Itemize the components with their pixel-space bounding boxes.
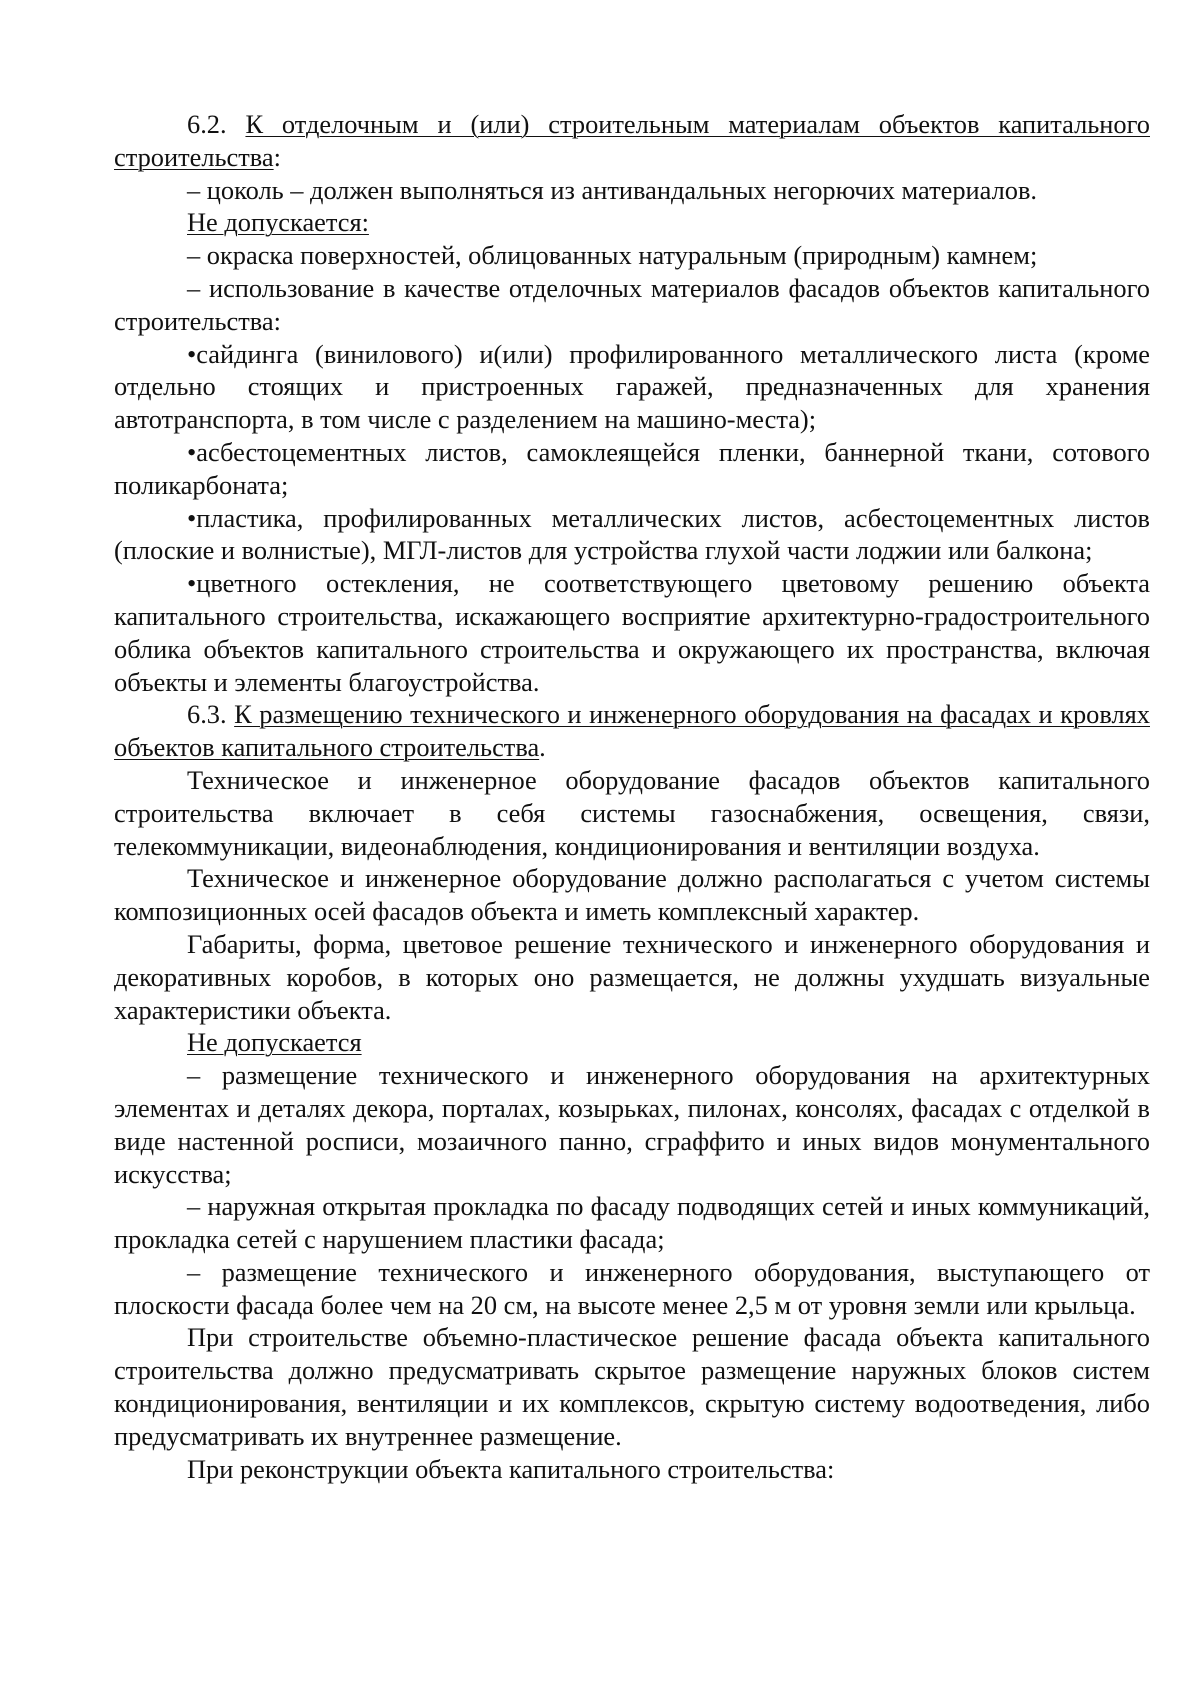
section-title: К размещению технического и инженерного оборудования на фасадах и кровлях объектов капитального строительства	[114, 699, 1150, 763]
no-open-lines-item: – наружная открытая прокладка по фасаду подводящих сетей и иных коммуникаций, прокладка сетей с нарушением пластики фасада;	[114, 1191, 1150, 1255]
not-allowed-text: Не допускается:	[187, 207, 369, 238]
painting-item: – окраска поверхностей, облицованных натуральным (природным) камнем;	[187, 240, 1038, 271]
dimensions-paragraph: Габариты, форма, цветовое решение технического и инженерного оборудования и декоративных коробов, в которых оно размещается, не должны ухудшать визуальные характеристики объекта.	[114, 928, 1150, 1025]
no-decor-item: – размещение технического и инженерного оборудования на архитектурных элементах и деталях декора, порталах, козырьках, пилонах, консолях, фасадах с отделкой в виде настенной росписи, мозаичного панно, сграффито и иных видов монументального искусства;	[114, 1060, 1150, 1189]
section-number: 6.2.	[187, 109, 246, 139]
construction-paragraph: При строительстве объемно-пластическое решение фасада объекта капитального строительства должно предусматривать скрытое размещение наружных блоков систем кондиционирования, вентиляции и их комплексов, скрытую систему водоотведения, либо предусматривать их внутреннее размещение.	[114, 1322, 1150, 1451]
not-allowed-text: Не допускается	[187, 1027, 362, 1058]
siding-bullet: •сайдинга (винилового) и(или) профилированного металлического листа (кроме отдельно стоящих и пристроенных гаражей, предназначенных для хранения автотранспорта, в том числе с разделением на машино-места);	[114, 338, 1150, 435]
punctuation: :	[273, 141, 281, 172]
plinth-requirement: – цоколь – должен выполняться из антивандальных негорючих материалов.	[187, 174, 1038, 205]
plastic-bullet: •пластика, профилированных металлических листов, асбестоцементных листов (плоские и волнистые), МГЛ-листов для устройства глухой части лоджии или балкона;	[114, 502, 1150, 566]
glazing-bullet: •цветного остекления, не соответствующего цветовому решению объекта капитального строительства, искажающего восприятие архитектурно-градостроительного облика объектов капитального строительства и окружающего их пространства, включая объекты и элементы благоустройства.	[114, 568, 1150, 697]
section-6-3-heading	[114, 698, 1150, 764]
asbestos-bullet: •асбестоцементных листов, самоклеящейся пленки, баннерной ткани, сотового поликарбоната;	[114, 436, 1150, 500]
section-number: 6.3.	[187, 699, 235, 730]
section-6-2-heading	[114, 108, 1150, 174]
equipment-placement-paragraph: Техническое и инженерное оборудование должно располагаться с учетом системы композиционных осей фасадов объекта и иметь комплексный характер.	[114, 863, 1150, 927]
not-allowed-label	[114, 1026, 1150, 1059]
section-title: К отделочным и (или) строительным материалам объектов капитального строительства	[114, 109, 1150, 172]
usage-item: – использование в качестве отделочных материалов фасадов объектов капитального строительства:	[114, 272, 1150, 336]
punctuation: .	[539, 732, 546, 763]
reconstruction-paragraph: При реконструкции объекта капитального строительства:	[187, 1453, 835, 1484]
no-protruding-item: – размещение технического и инженерного оборудования, выступающего от плоскости фасада более чем на 20 см, на высоте менее 2,5 м от уровня земли или крыльца.	[114, 1256, 1150, 1320]
not-allowed-label	[114, 206, 1150, 239]
equipment-includes-paragraph: Техническое и инженерное оборудование фасадов объектов капитального строительства включает в себя системы газоснабжения, освещения, связи, телекоммуникации, видеонаблюдения, кондиционирования и вентиляции воздуха.	[114, 764, 1150, 861]
